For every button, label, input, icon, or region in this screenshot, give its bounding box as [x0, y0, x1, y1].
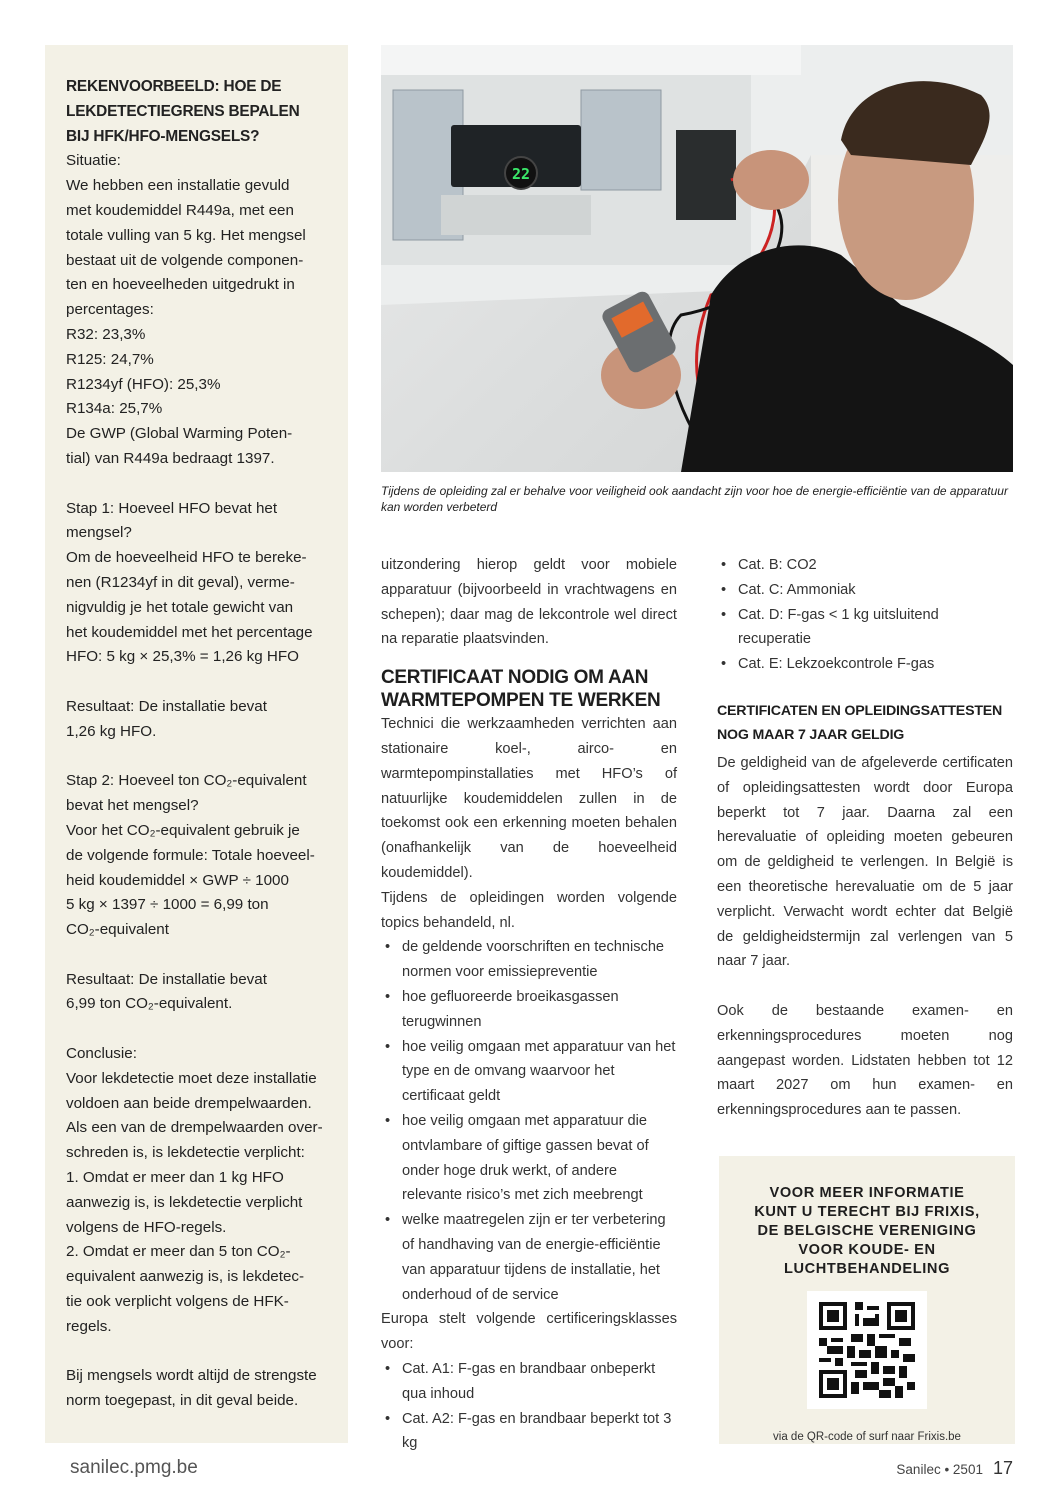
issue-label: Sanilec • 2501 [896, 1462, 983, 1477]
title-line: VOOR MEER INFORMATIE [769, 1185, 965, 1201]
list-item: • welke maatregelen zijn er ter verbetering of handhaving van de energie-efficiëntie van apparatuur tijdens de installatie, het onderhoud of de service [381, 1208, 677, 1307]
resultaat1-block [66, 695, 328, 745]
stap1-block [66, 497, 328, 671]
situatie-block [66, 149, 328, 471]
text-line: De GWP (Global Warming Poten- [66, 425, 293, 443]
footer-issue-info [896, 1458, 1013, 1479]
list-item: • hoe gefluoreerde broeikasgassen terugwinnen [381, 985, 677, 1035]
list-item: • Cat. D: F-gas < 1 kg uitsluitend recuperatie [717, 603, 1013, 653]
text-line: Als een van de drempelwaarden over- [66, 1119, 323, 1137]
text-line: ten en hoeveelheden uitgedrukt in [66, 276, 295, 294]
list-item: • de geldende voorschriften en technische normen voor emissiepreventie [381, 935, 677, 985]
topics-list [381, 935, 677, 1307]
text-line: We hebben een installatie gevuld [66, 177, 290, 195]
frixis-info-box [719, 1156, 1015, 1444]
photo-illustration [381, 45, 1013, 472]
text-line: Voor lekdetectie moet deze installatie [66, 1069, 317, 1087]
text-line: totale vulling van 5 kg. Het mengsel [66, 226, 306, 244]
title-line: LUCHTBEHANDELING [783, 1261, 951, 1277]
text-line: aanwezig is, is lekdetectie verplicht [66, 1193, 303, 1211]
text-line: 1,26 kg HFO. [66, 722, 157, 740]
body-paragraph: Europa stelt volgende certificeringsklasses voor: [381, 1311, 677, 1353]
text-line: Stap 1: Hoeveel HFO bevat het [66, 499, 278, 517]
list-item: • hoe veilig omgaan met apparatuur van het type en de omvang waarvoor het certificaat geldt [381, 1035, 677, 1109]
text-line: nigvuldig je het totale gewicht van [66, 598, 294, 616]
title-line: VOOR KOUDE- EN [798, 1242, 936, 1258]
list-item: • hoe veilig omgaan met apparatuur die ontvlambare of giftige gassen bevat of onder hoge druk werkt, of andere relevante risico’s met zich meebrengt [381, 1109, 677, 1208]
text-line: nen (R1234yf in dit geval), verme- [66, 573, 295, 591]
text-line: heid koudemiddel × GWP ÷ 1000 [66, 871, 289, 889]
title-line: DE BELGISCHE VERENIGING [757, 1223, 977, 1239]
text-line: regels. [66, 1317, 112, 1335]
classes-list-continued [717, 553, 1013, 677]
text-line: tie ook verplicht volgens de HFK- [66, 1293, 289, 1311]
text-line: Voor het CO₂-equivalent gebruik je [66, 821, 300, 839]
text-line: Situatie: [66, 152, 121, 170]
text-line: 2. Omdat er meer dan 5 ton CO₂- [66, 1243, 291, 1261]
text-line: Conclusie: [66, 1045, 137, 1063]
article-column-right [717, 553, 1013, 1123]
body-paragraph: Ook de bestaande examen- en erkenningsprocedures moeten nog aangepast worden. Lidstaten hebben tot 12 maart 2027 om hun examen- en erkenningsprocedures aan te passen. [717, 1002, 1013, 1119]
text-line: percentages: [66, 301, 154, 319]
sidebar-heading [66, 75, 328, 149]
info-box-title [719, 1184, 1015, 1279]
heading-line: BIJ HFK/HFO-MENGSELS? [66, 127, 260, 145]
page-number: 17 [992, 1458, 1013, 1478]
text-line: met koudemiddel R449a, met een [66, 201, 294, 219]
footer-website-link[interactable]: sanilec.pmg.be [70, 1457, 198, 1478]
text-line: bestaat uit de volgende componen- [66, 251, 304, 269]
text-line: volgens de HFO-regels. [66, 1218, 227, 1236]
photo-caption: Tijdens de opleiding zal er behalve voor veiligheid ook aandacht zijn voor hoe de energie-efficiëntie van de apparatuur kan worden verbeterd [381, 484, 1008, 514]
list-item: • Cat. B: CO2 [717, 553, 1013, 578]
heading-line: LEKDETECTIEGRENS BEPALEN [66, 102, 300, 120]
text-line: mengsel? [66, 524, 132, 542]
body-paragraph: Tijdens de opleidingen worden volgende topics behandeld, nl. [381, 889, 677, 931]
resultaat2-block [66, 968, 328, 1018]
text-line: het koudemiddel met het percentage [66, 623, 313, 641]
intro-paragraph: uitzondering hierop geldt voor mobiele apparatuur (bijvoorbeeld in vrachtwagens en schepen); daar mag de lekcontrole wel direct na reparatie plaatsvinden. [381, 557, 677, 648]
heading-line: REKENVOORBEELD: HOE DE [66, 78, 282, 95]
text-line: R134a: 25,7% [66, 400, 163, 418]
display-readout: 22 [511, 165, 531, 183]
list-item: • Cat. C: Ammoniak [717, 578, 1013, 603]
text-line: equivalent aanwezig is, is lekdetec- [66, 1268, 305, 1286]
list-item: • Cat. A1: F-gas en brandbaar onbeperkt qua inhoud [381, 1357, 677, 1407]
text-line: schreden is, is lekdetectie verplicht: [66, 1144, 305, 1162]
text-line: 1. Omdat er meer dan 1 kg HFO [66, 1169, 284, 1187]
text-line: R125: 24,7% [66, 350, 154, 368]
text-line: bevat het mengsel? [66, 797, 199, 815]
qr-code[interactable] [807, 1291, 927, 1409]
body-paragraph: De geldigheid van de afgeleverde certificaten of opleidingsattesten wordt door Europa beperkt tot 7 jaar. Daarna zal een herevaluatie of opleiding moeten gebeuren om de geldigheid te verlengen. In België is een theoretische herevaluatie om de 5 jaar verplicht. Verwacht wordt echter dat België de geldigheidstermijn zal verlengen van 5 naar 7 jaar. [717, 754, 1013, 970]
title-line: KUNT U TERECHT BIJ FRIXIS, [754, 1204, 980, 1220]
text-line: Bij mengsels wordt altijd de strengste [66, 1367, 317, 1385]
list-item: • Cat. E: Lekzoekcontrole F-gas [717, 652, 1013, 677]
text-line: Resultaat: De installatie bevat [66, 697, 267, 715]
technician-photo [381, 45, 1013, 472]
body-paragraph: Technici die werkzaamheden verrichten aan stationaire koel-, airco- en warmtepompinstallaties met HFO’s of natuurlijke koudemiddelen zullen in de toekomst ook een erkenning moeten behalen (onafhankelijk van de hoeveelheid koudemiddel). [381, 716, 677, 881]
qr-code-icon [819, 1302, 915, 1398]
slot-block [66, 1364, 328, 1414]
text-line: voldoen aan beide drempelwaarden. [66, 1094, 312, 1112]
text-line: CO₂-equivalent [66, 921, 169, 939]
text-line: R1234yf (HFO): 25,3% [66, 375, 221, 393]
text-line: Stap 2: Hoeveel ton CO₂-equivalent [66, 772, 307, 790]
text-line: de volgende formule: Totale hoeveel- [66, 846, 315, 864]
article-column-middle [381, 553, 677, 1456]
section-heading-certificaten: CERTIFICATEN EN OPLEIDINGSATTESTEN NOG MAAR 7 JAAR GELDIG [717, 702, 1003, 743]
text-line: R32: 23,3% [66, 325, 146, 343]
list-item: • Cat. A2: F-gas en brandbaar beperkt tot 3 kg [381, 1407, 677, 1457]
text-line: Om de hoeveelheid HFO te bereke- [66, 549, 307, 567]
classes-list [381, 1357, 677, 1456]
section-heading-certificaat: CERTIFICAAT NODIG OM AAN WARMTEPOMPEN TE WERKEN [381, 667, 661, 712]
sidebar-calculation-box [45, 45, 348, 1443]
stap2-block [66, 769, 328, 943]
conclusie-block [66, 1042, 328, 1340]
text-line: HFO: 5 kg × 25,3% = 1,26 kg HFO [66, 648, 299, 666]
text-line: 6,99 ton CO₂-equivalent. [66, 995, 233, 1013]
text-line: Resultaat: De installatie bevat [66, 970, 267, 988]
qr-caption: via de QR-code of surf naar Frixis.be [773, 1431, 961, 1443]
text-line: norm toegepast, in dit geval beide. [66, 1392, 299, 1410]
text-line: tial) van R449a bedraagt 1397. [66, 449, 275, 467]
text-line: 5 kg × 1397 ÷ 1000 = 6,99 ton [66, 896, 269, 914]
